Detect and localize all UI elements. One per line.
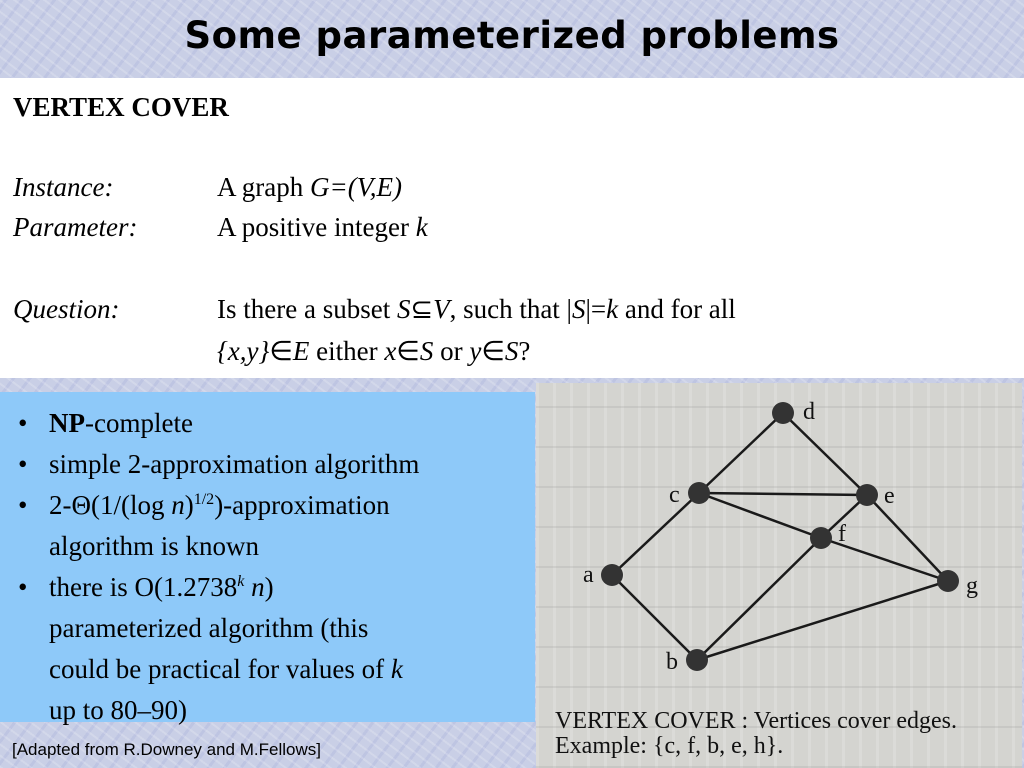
node-d (772, 402, 794, 424)
figure-caption-line-2: Example: {c, f, b, e, h}. (555, 733, 784, 759)
node-c (688, 482, 710, 504)
instance-value: A graph G=(V,E) (217, 172, 402, 202)
figure-caption-line-1: VERTEX COVER : Vertices cover edges. (555, 708, 958, 734)
node-label-e: e (884, 483, 895, 509)
node-label-b: b (666, 649, 678, 675)
bullet-marker: • (18, 572, 28, 602)
source-credit: [Adapted from R.Downey and M.Fellows] (12, 740, 321, 759)
edge-d-c (699, 413, 783, 493)
bullet-marker: • (18, 490, 28, 520)
node-a (601, 564, 623, 586)
edge-c-f (699, 493, 821, 538)
node-b (686, 649, 708, 671)
node-label-c: c (669, 482, 680, 508)
slide-title: Some parameterized problems (184, 14, 840, 57)
parameter-label: Parameter: (13, 212, 138, 242)
list-item: • 2-Θ(1/(log n)$^{1/2}$)-approximation algorithm is known (18, 485, 533, 567)
list-item: • NP-complete (18, 403, 533, 444)
list-item: • there is O(1.2738$^k$ n) parameterized algorithm (this could be practical for values of k up to 80–90) (18, 567, 533, 731)
question-label: Question: (13, 294, 120, 324)
problem-name: VERTEX COVER (13, 92, 229, 122)
node-label-d: d (803, 399, 815, 425)
edge-d-e (783, 413, 867, 495)
edge-a-b (612, 575, 697, 660)
edge-c-e (699, 493, 867, 495)
node-g (937, 570, 959, 592)
question-line-1: Is there a subset S⊆V, such that |S|=k and for all (217, 294, 736, 324)
vertex-cover-figure (536, 383, 1022, 768)
edge-c-a (612, 493, 699, 575)
edge-b-g (697, 581, 948, 660)
node-label-f: f (838, 521, 846, 547)
instance-label: Instance: (13, 172, 114, 202)
node-label-a: a (583, 562, 594, 588)
bullet-marker: • (18, 449, 28, 479)
properties-list (18, 403, 533, 731)
list-item: • simple 2-approximation algorithm (18, 444, 533, 485)
node-e (856, 484, 878, 506)
node-label-g: g (966, 573, 978, 599)
bullet-marker: • (18, 408, 28, 438)
node-f (810, 527, 832, 549)
question-line-2: {x,y}∈E either x∈S or y∈S? (217, 336, 531, 366)
definition-panel (0, 78, 1024, 378)
parameter-value: A positive integer k (217, 212, 428, 242)
